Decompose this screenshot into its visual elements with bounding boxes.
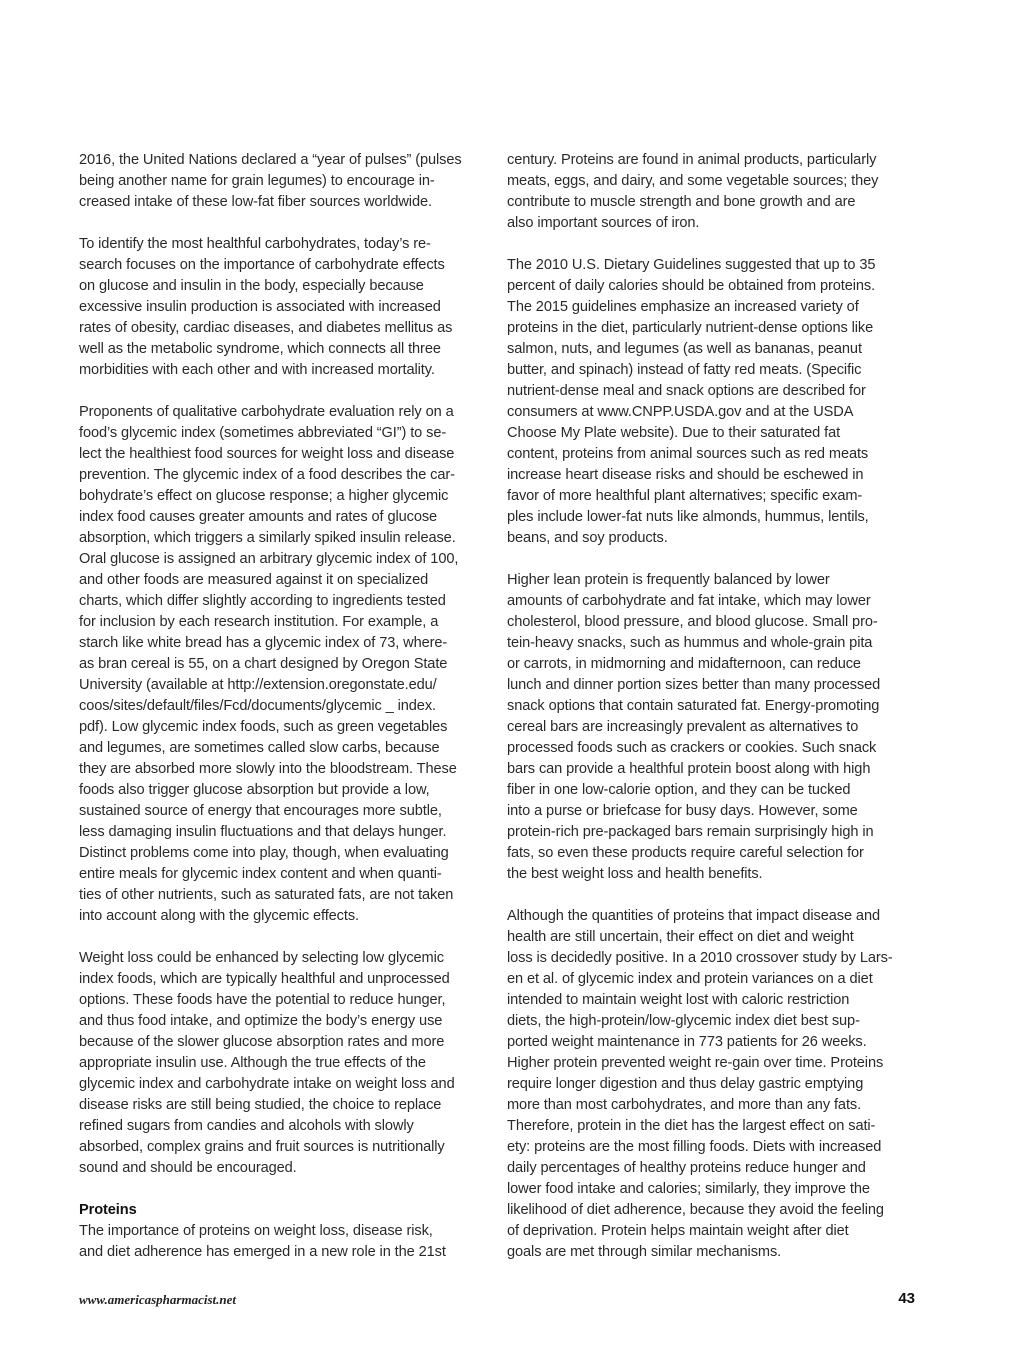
text-line: fats, so even these products require careful selection for [507,845,864,861]
text-line: fiber in one low-calorie option, and they can be tucked [507,782,851,798]
text-line: The 2015 guidelines emphasize an increased variety of [507,299,859,315]
text-line: snack options that contain saturated fat. Energy-promoting [507,698,880,714]
text-line: Weight loss could be enhanced by selecting low glycemic [79,950,444,966]
text-line: salmon, nuts, and legumes (as well as bananas, peanut [507,341,862,357]
text-line: increase heart disease risks and should be eschewed in [507,467,864,483]
text-line: also important sources of iron. [507,215,700,231]
paragraph-gap [507,234,917,255]
text-line: Higher lean protein is frequently balanced by lower [507,572,830,588]
text-line: prevention. The glycemic index of a food describes the car- [79,467,455,483]
text-line: sound and should be encouraged. [79,1160,297,1176]
text-line: intended to maintain weight lost with caloric restriction [507,992,850,1008]
paragraph [79,402,487,927]
right-column [507,150,917,1263]
text-line: content, proteins from animal sources such as red meats [507,446,869,462]
text-line: Choose My Plate website). Due to their saturated fat [507,425,841,441]
section-heading: Proteins [79,1202,137,1218]
paragraph-gap [507,549,917,570]
text-line: bars can provide a healthful protein boost along with high [507,761,871,777]
text-line: health are still uncertain, their effect on diet and weight [507,929,854,945]
text-line: diets, the high-protein/low-glycemic index diet best sup- [507,1013,860,1029]
paragraph-gap [507,885,917,906]
text-line: butter, and spinach) instead of fatty red meats. (Specific [507,362,862,378]
text-line: charts, which differ slightly according to ingredients tested [79,593,446,609]
text-line: University (available at http://extension.oregonstate.edu/ [79,677,437,693]
text-line: cholesterol, blood pressure, and blood glucose. Small pro- [507,614,878,630]
text-line: search focuses on the importance of carbohydrate effects [79,257,445,273]
text-line: more than most carbohydrates, and more than any fats. [507,1097,862,1113]
paragraph-gap [79,1179,487,1200]
footer-website-url: www.americaspharmacist.net [79,1292,236,1307]
text-line: The importance of proteins on weight loss, disease risk, [79,1223,433,1239]
text-line: absorbed, complex grains and fruit sources is nutritionally [79,1139,445,1155]
text-line: The 2010 U.S. Dietary Guidelines suggested that up to 35 [507,257,876,273]
text-line: of deprivation. Protein helps maintain weight after diet [507,1223,849,1239]
paragraph-gap [79,213,487,234]
text-line: Although the quantities of proteins that impact disease and [507,908,880,924]
text-line: glycemic index and carbohydrate intake on weight loss and [79,1076,455,1092]
text-line: percent of daily calories should be obtained from proteins. [507,278,876,294]
text-line: Higher protein prevented weight re-gain over time. Proteins [507,1055,884,1071]
text-line: favor of more healthful plant alternatives; specific exam- [507,488,863,504]
text-line: starch like white bread has a glycemic index of 73, where- [79,635,448,651]
text-line: consumers at www.CNPP.USDA.gov and at the USDA [507,404,854,420]
text-line: ety: proteins are the most filling foods. Diets with increased [507,1139,882,1155]
paragraph [507,255,917,549]
text-line: en et al. of glycemic index and protein variances on a diet [507,971,873,987]
text-line: loss is decidedly positive. In a 2010 crossover study by Lars- [507,950,893,966]
text-line: for inclusion by each research institution. For example, a [79,614,439,630]
page-number: 43 [898,1290,915,1307]
text-line: and other foods are measured against it on specialized [79,572,429,588]
text-line: Therefore, protein in the diet has the largest effect on sati- [507,1118,876,1134]
text-line: less damaging insulin fluctuations and that delays hunger. [79,824,447,840]
paragraph-gap [79,927,487,948]
text-line: proteins in the diet, particularly nutrient-dense options like [507,320,874,336]
text-line: options. These foods have the potential to reduce hunger, [79,992,446,1008]
text-line: nutrient-dense meal and snack options are described for [507,383,866,399]
paragraph [79,1221,487,1263]
text-line: they are absorbed more slowly into the bloodstream. These [79,761,457,777]
text-line: excessive insulin production is associated with increased [79,299,441,315]
text-line: morbidities with each other and with increased mortality. [79,362,435,378]
text-line: bohydrate’s effect on glucose response; a higher glycemic [79,488,449,504]
text-line: coos/sites/default/files/Fcd/documents/glycemic _ index. [79,698,436,714]
text-line: daily percentages of healthy proteins reduce hunger and [507,1160,866,1176]
text-line: and thus food intake, and optimize the body’s energy use [79,1013,443,1029]
text-line: the best weight loss and health benefits. [507,866,763,882]
text-line: refined sugars from candies and alcohols with slowly [79,1118,414,1134]
text-line: To identify the most healthful carbohydrates, today’s re- [79,236,431,252]
text-line: on glucose and insulin in the body, especially because [79,278,424,294]
text-line: as bran cereal is 55, on a chart designed by Oregon State [79,656,448,672]
text-line: processed foods such as crackers or cookies. Such snack [507,740,877,756]
text-line: well as the metabolic syndrome, which connects all three [79,341,441,357]
paragraph-gap [79,381,487,402]
text-line: century. Proteins are found in animal products, particularly [507,152,877,168]
paragraph [79,150,487,213]
text-line: foods also trigger glucose absorption but provide a low, [79,782,430,798]
text-line: ties of other nutrients, such as saturated fats, are not taken [79,887,454,903]
left-column [79,150,487,1263]
text-line: and legumes, are sometimes called slow carbs, because [79,740,440,756]
text-line: ples include lower-fat nuts like almonds, hummus, lentils, [507,509,869,525]
text-line: lect the healthiest food sources for weight loss and disease [79,446,455,462]
text-line: pdf). Low glycemic index foods, such as green vegetables [79,719,448,735]
text-line: food’s glycemic index (sometimes abbreviated “GI”) to se- [79,425,447,441]
text-line: being another name for grain legumes) to encourage in- [79,173,435,189]
text-line: absorption, which triggers a similarly spiked insulin release. [79,530,456,546]
text-line: amounts of carbohydrate and fat intake, which may lower [507,593,871,609]
paragraph [507,570,917,885]
text-line: entire meals for glycemic index content and when quanti- [79,866,442,882]
paragraph [507,906,917,1263]
text-line: protein-rich pre-packaged bars remain surprisingly high in [507,824,874,840]
text-line: contribute to muscle strength and bone growth and are [507,194,856,210]
text-line: meats, eggs, and dairy, and some vegetable sources; they [507,173,879,189]
text-line: or carrots, in midmorning and midafternoon, can reduce [507,656,861,672]
paragraph [79,234,487,381]
text-line: index food causes greater amounts and rates of glucose [79,509,438,525]
text-line: into account along with the glycemic effects. [79,908,359,924]
paragraph [79,948,487,1179]
text-line: lunch and dinner portion sizes better than many processed [507,677,881,693]
text-line: cereal bars are increasingly prevalent as alternatives to [507,719,859,735]
text-line: appropriate insulin use. Although the true effects of the [79,1055,426,1071]
text-line: require longer digestion and thus delay gastric emptying [507,1076,864,1092]
text-line: goals are met through similar mechanisms. [507,1244,782,1260]
text-line: 2016, the United Nations declared a “year of pulses” (pulses [79,152,462,168]
text-line: into a purse or briefcase for busy days. However, some [507,803,858,819]
paragraph [507,150,917,234]
text-line: creased intake of these low-fat fiber sources worldwide. [79,194,432,210]
text-line: sustained source of energy that encourages more subtle, [79,803,442,819]
text-line: beans, and soy products. [507,530,668,546]
text-line: Distinct problems come into play, though, when evaluating [79,845,449,861]
text-line: because of the slower glucose absorption rates and more [79,1034,445,1050]
text-line: and diet adherence has emerged in a new role in the 21st [79,1244,446,1260]
text-line: ported weight maintenance in 773 patients for 26 weeks. [507,1034,867,1050]
text-line: disease risks are still being studied, the choice to replace [79,1097,442,1113]
text-line: tein-heavy snacks, such as hummus and whole-grain pita [507,635,873,651]
text-line: likelihood of diet adherence, because they avoid the feeling [507,1202,884,1218]
text-line: Proponents of qualitative carbohydrate evaluation rely on a [79,404,454,420]
text-line: lower food intake and calories; similarly, they improve the [507,1181,870,1197]
text-line: index foods, which are typically healthful and unprocessed [79,971,450,987]
text-line: rates of obesity, cardiac diseases, and diabetes mellitus as [79,320,453,336]
text-line: Oral glucose is assigned an arbitrary glycemic index of 100, [79,551,459,567]
